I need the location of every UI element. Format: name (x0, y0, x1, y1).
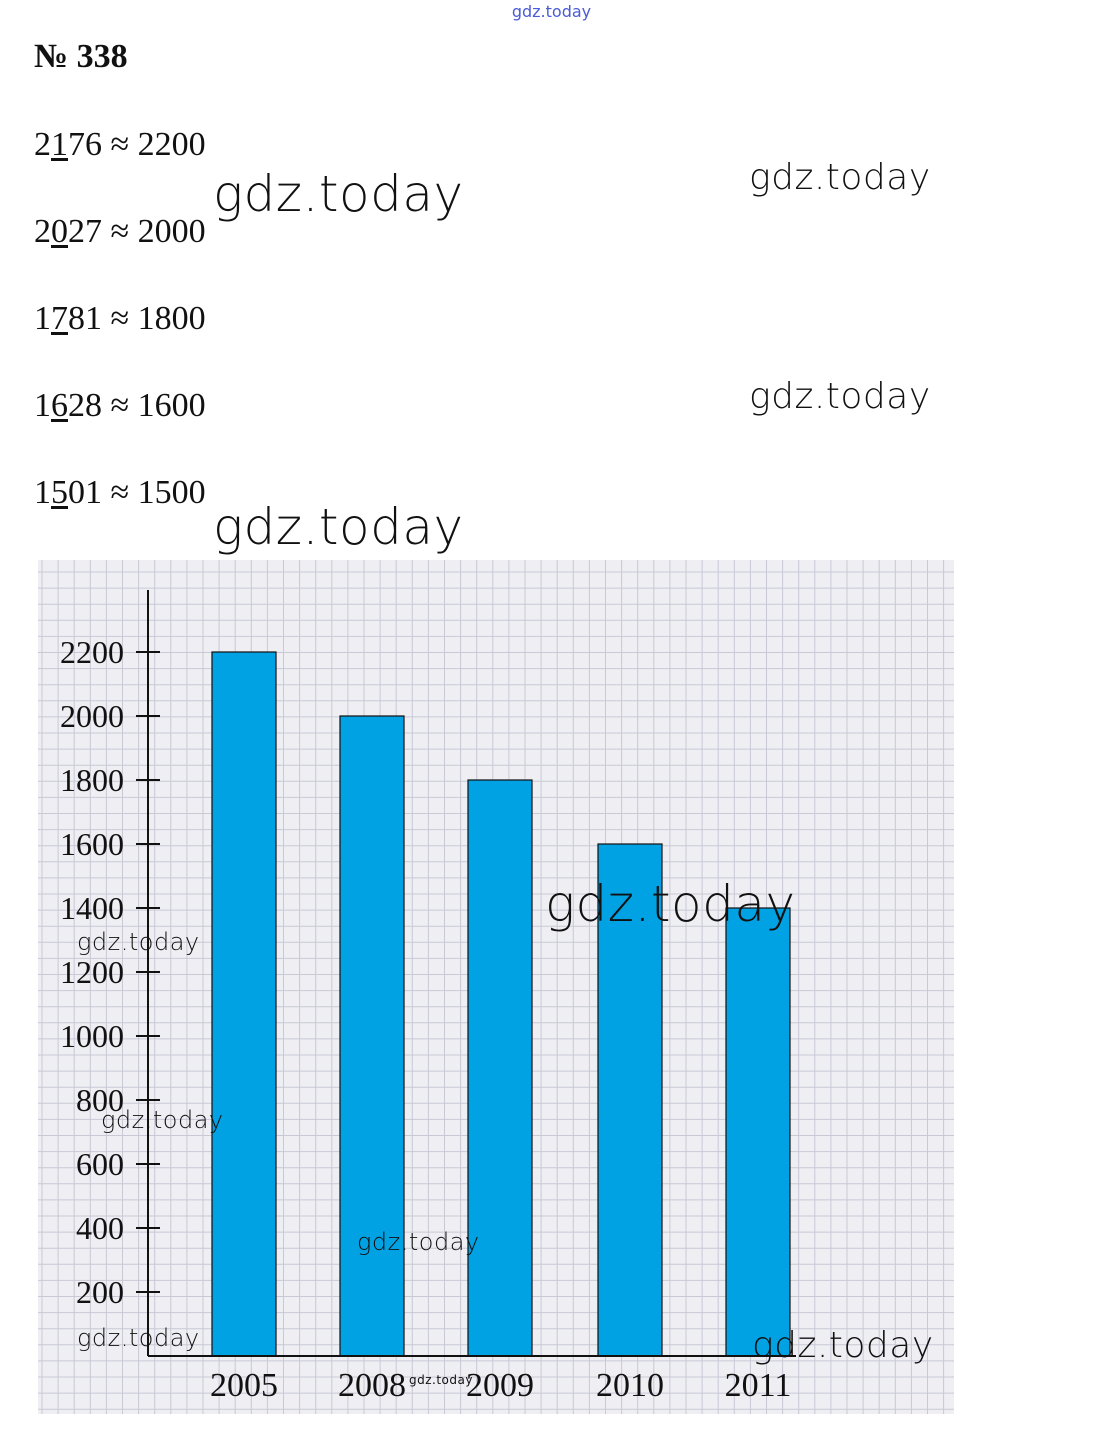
bar-2008 (340, 716, 404, 1356)
equation-4: 1628 ≈ 1600 (34, 387, 206, 424)
y-tick-label: 600 (76, 1146, 124, 1182)
watermark: gdz.today (101, 1106, 224, 1134)
watermark: gdz.today (213, 498, 464, 556)
watermark: gdz.today (213, 165, 464, 223)
watermark: gdz.today (752, 1325, 934, 1366)
bar-2009 (468, 780, 532, 1356)
watermark: gdz.today (77, 928, 200, 956)
x-tick-label: 2010 (596, 1367, 664, 1404)
y-tick-label: 1000 (60, 1018, 124, 1054)
equation-5: 1501 ≈ 1500 (34, 474, 206, 511)
y-tick-label: 800 (76, 1082, 124, 1118)
x-tick-label: 2005 (210, 1367, 278, 1404)
y-tick-label: 2000 (60, 698, 124, 734)
watermark: gdz.today (357, 1228, 480, 1256)
bar-2005 (212, 652, 276, 1356)
watermark: gdz.today (77, 1324, 200, 1352)
watermark: gdz.today (749, 376, 931, 417)
x-tick-label: 2008 (338, 1367, 406, 1404)
problem-title: № 338 (34, 38, 128, 75)
equation-1: 2176 ≈ 2200 (34, 126, 206, 163)
watermark: gdz.today (749, 157, 931, 198)
y-tick-label: 200 (76, 1274, 124, 1310)
equation-2: 2027 ≈ 2000 (34, 213, 206, 250)
x-tick-label: 2009 (466, 1367, 534, 1404)
y-tick-label: 1600 (60, 826, 124, 862)
y-tick-label: 400 (76, 1210, 124, 1246)
watermark-top: gdz.today (511, 2, 592, 21)
y-tick-label: 2200 (60, 634, 124, 670)
watermark: gdz.today (409, 1373, 473, 1387)
equation-3: 1781 ≈ 1800 (34, 300, 206, 337)
x-tick-label: 2011 (724, 1367, 792, 1404)
watermark: gdz.today (545, 875, 796, 933)
y-tick-label: 1200 (60, 954, 124, 990)
y-tick-label: 1800 (60, 762, 124, 798)
bar-2011 (726, 908, 790, 1356)
y-tick-label: 1400 (60, 890, 124, 926)
